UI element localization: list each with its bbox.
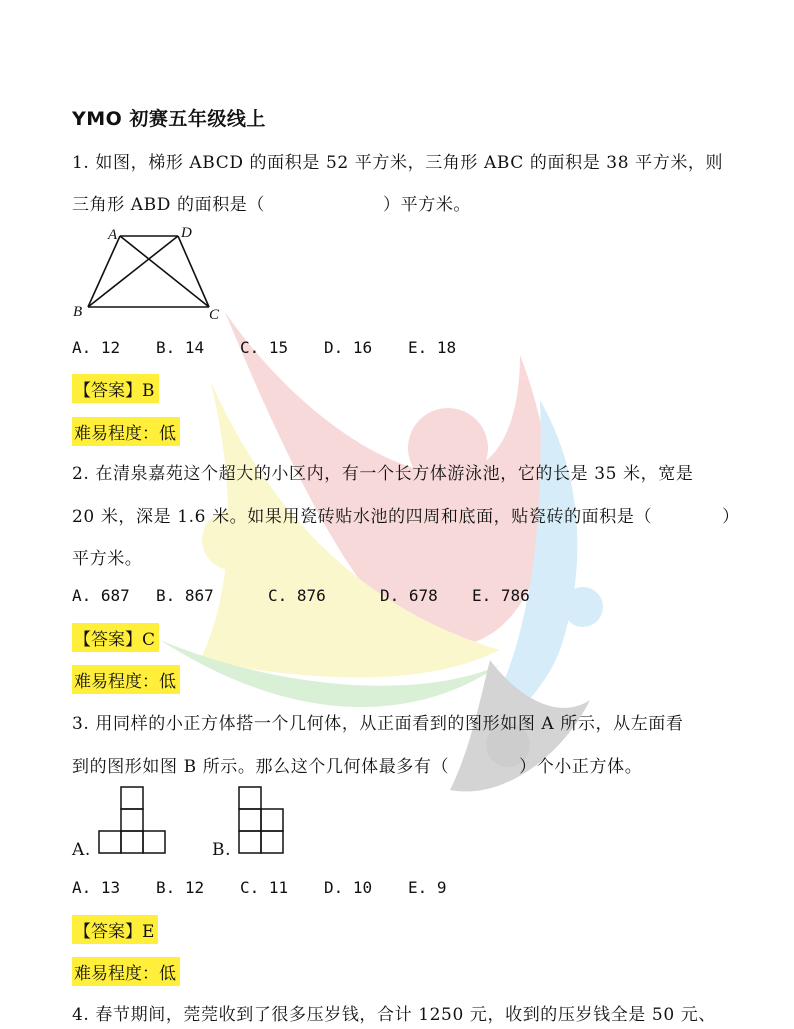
vertex-label-b: B — [73, 304, 83, 320]
figure-b-left-view — [238, 786, 290, 856]
answer-label: 【答案】 — [74, 630, 142, 650]
difficulty-badge: 难易程度：低 — [72, 665, 180, 694]
option-b[interactable]: B. 14 — [156, 338, 205, 357]
figure-a-front-view — [98, 786, 170, 856]
vertex-label-a: A — [108, 227, 118, 243]
option-c[interactable]: C. 11 — [240, 878, 289, 897]
question-2-line-3: 平方米。 — [72, 549, 143, 569]
difficulty-badge: 难易程度：低 — [72, 957, 180, 986]
figure-b-square-2 — [239, 809, 261, 831]
option-c[interactable]: C. 15 — [240, 338, 289, 357]
figure-a-square-3 — [99, 831, 121, 853]
option-b[interactable]: B. 12 — [156, 878, 205, 897]
option-a[interactable]: A. 12 — [72, 338, 121, 357]
vertex-label-d: D — [181, 225, 192, 241]
option-d[interactable]: D. 16 — [324, 338, 373, 357]
question-3-line-2-start: 到的图形如图 B 所示。那么这个几何体最多有（ — [72, 757, 450, 777]
figure-b-square-4 — [239, 831, 261, 853]
question-1-line-2-end: ）平方米。 — [383, 195, 472, 215]
trapezoid-side-dc — [178, 236, 209, 307]
answer-value: E — [142, 922, 155, 942]
question-2-line-1: 2. 在清泉嘉苑这个超大的小区内，有一个长方体游泳池，它的长是 35 米，宽是 — [72, 464, 694, 484]
answer-label: 【答案】 — [74, 381, 142, 401]
question-3-line-1: 3. 用同样的小正方体搭一个几何体，从正面看到的图形如图 A 所示，从左面看 — [72, 714, 684, 734]
question-2-line-2-end: ） — [722, 507, 740, 527]
question-2-line-2-start: 20 米，深是 1.6 米。如果用瓷砖贴水池的四周和底面，贴瓷砖的面积是（ — [72, 507, 653, 527]
figure-b-square-1 — [239, 787, 261, 809]
question-1-line-2 — [72, 190, 471, 215]
figure-b-label: B. — [212, 840, 232, 860]
question-2-options — [72, 586, 530, 605]
figure-b-square-3 — [261, 809, 283, 831]
question-1-options — [72, 338, 456, 357]
figure-a-square-1 — [121, 787, 143, 809]
question-3-line-2-end: ）个小正方体。 — [519, 757, 643, 777]
question-4-line-1: 4. 春节期间，莞莞收到了很多压岁钱，合计 1250 元，收到的压岁钱全是 50 元、 — [72, 1005, 716, 1025]
figure-b-square-5 — [261, 831, 283, 853]
option-e[interactable]: E. 9 — [408, 878, 447, 897]
question-3-options — [72, 878, 447, 897]
question-1-line-1: 1. 如图，梯形 ABCD 的面积是 52 平方米，三角形 ABC 的面积是 38 平方米，则 — [72, 153, 724, 173]
question-3-line-2 — [72, 752, 642, 777]
answer-badge — [72, 915, 158, 944]
answer-badge — [72, 623, 159, 652]
option-d[interactable]: D. 678 — [380, 586, 438, 605]
option-b[interactable]: B. 867 — [156, 586, 214, 605]
option-c[interactable]: C. 876 — [268, 586, 326, 605]
trapezoid-figure — [68, 222, 228, 326]
figure-a-label: A. — [72, 840, 91, 860]
watermark-blue-circle — [563, 587, 603, 627]
trapezoid-side-ab — [88, 236, 120, 307]
answer-badge — [72, 374, 159, 403]
difficulty-badge: 难易程度：低 — [72, 417, 180, 446]
vertex-label-c: C — [209, 307, 220, 323]
answer-value: B — [142, 381, 155, 401]
page-title: YMO 初赛五年级线上 — [72, 108, 266, 130]
option-a[interactable]: A. 13 — [72, 878, 121, 897]
answer-label: 【答案】 — [74, 922, 142, 942]
option-e[interactable]: E. 18 — [408, 338, 457, 357]
option-d[interactable]: D. 10 — [324, 878, 373, 897]
option-a[interactable]: A. 687 — [72, 586, 130, 605]
figure-a-square-2 — [121, 809, 143, 831]
figure-a-square-5 — [143, 831, 165, 853]
answer-value: C — [142, 630, 156, 650]
option-e[interactable]: E. 786 — [472, 586, 530, 605]
figure-a-square-4 — [121, 831, 143, 853]
question-2-line-2 — [72, 502, 740, 527]
question-1-line-2-start: 三角形 ABD 的面积是（ — [72, 195, 266, 215]
